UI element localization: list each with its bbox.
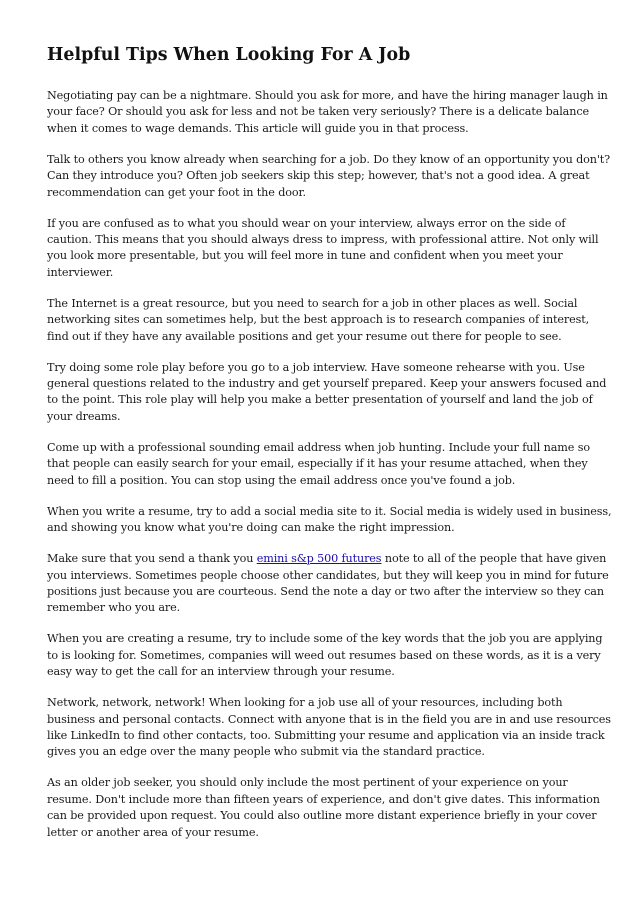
text-line: positions just because you are courteous. Send the note a day or two after the interview so they can	[47, 584, 604, 598]
paragraph-social-media	[47, 504, 612, 537]
text-line: and showing you know what you're doing can make the right impression.	[47, 521, 455, 535]
text-line: caution. This means that you should always dress to impress, with professional attire. Not only will	[47, 233, 599, 247]
text-line: letter or another area of your resume.	[47, 825, 259, 839]
paragraph-resume-keywords	[47, 631, 603, 680]
text-line: interviewer.	[47, 265, 114, 279]
text-segment: note to all of the people that have given	[381, 552, 607, 566]
text-line: easy way to get the call for an interview through your resume.	[47, 665, 395, 679]
paragraph-thank-you-note	[47, 551, 609, 617]
text-line: find out if they have any available positions and get your resume out there for people to see.	[47, 329, 562, 343]
text-line: your face? Or should you ask for less and not be taken very seriously? There is a delicate balance	[47, 105, 589, 119]
text-line: when it comes to wage demands. This article will guide you in that process.	[47, 121, 469, 135]
text-line: As an older job seeker, you should only include the most pertinent of your experience on your	[47, 776, 568, 790]
text-line: If you are confused as to what you should wear on your interview, always error on the side of	[47, 216, 566, 230]
paragraph-talk-to-others	[47, 152, 611, 201]
text-line: business and personal contacts. Connect with anyone that is in the field you are in and use resources	[47, 712, 611, 726]
document-page	[47, 44, 612, 856]
text-line: Network, network, network! When looking for a job use all of your resources, including both	[47, 696, 563, 710]
paragraph-interview-attire	[47, 216, 599, 282]
text-line: When you are creating a resume, try to include some of the key words that the job you are applying	[47, 632, 603, 646]
text-line: recommendation can get your foot in the door.	[47, 185, 306, 199]
text-line	[47, 551, 607, 567]
text-line: need to fill a position. You can stop using the email address once you've found a job.	[47, 473, 516, 487]
text-line: Talk to others you know already when searching for a job. Do they know of an opportunity you don't?	[47, 152, 611, 166]
paragraph-older-job-seeker	[47, 775, 600, 841]
text-line: Can they introduce you? Often job seekers skip this step; however, that's not a good idea. A great	[47, 169, 590, 183]
paragraph-negotiating-pay	[47, 88, 608, 137]
paragraph-network	[47, 695, 611, 761]
text-line: When you write a resume, try to add a social media site to it. Social media is widely used in business,	[47, 504, 612, 518]
futures-link[interactable]: emini s&p 500 futures	[256, 552, 382, 566]
text-line: resume. Don't include more than fifteen years of experience, and don't give dates. This information	[47, 792, 600, 806]
text-line: Negotiating pay can be a nightmare. Should you ask for more, and have the hiring manager laugh in	[47, 89, 608, 102]
text-line: remember who you are.	[47, 601, 181, 615]
text-line: Try doing some role play before you go to a job interview. Have someone rehearse with you. Use	[47, 360, 585, 374]
page-title: Helpful Tips When Looking For A Job	[47, 45, 411, 65]
text-line: can be provided upon request. You could also outline more distant experience briefly in your cover	[47, 809, 597, 823]
text-line: gives you an edge over the many people who submit via the standard practice.	[47, 745, 485, 759]
text-line: Come up with a professional sounding email address when job hunting. Include your full name so	[47, 440, 590, 454]
text-line: general questions related to the industry and get yourself prepared. Keep your answers focused and	[47, 377, 607, 391]
text-line: you interviews. Sometimes people choose other candidates, but they will keep you in mind for future	[47, 568, 609, 582]
paragraph-internet-resource	[47, 296, 595, 345]
text-line: you look more presentable, but you will feel more in tune and confident when you meet your	[47, 249, 563, 263]
text-line: to the point. This role play will help you make a better presentation of yourself and land the job of	[47, 393, 593, 407]
text-line: to is looking for. Sometimes, companies will weed out resumes based on these words, as it is a very	[47, 648, 601, 662]
text-line: networking sites can sometimes help, but the best approach is to research companies of interest,	[47, 313, 590, 327]
paragraph-email-address	[47, 440, 595, 489]
text-line: like LinkedIn to find other contacts, too. Submitting your resume and application via an inside track	[47, 728, 605, 742]
paragraph-role-play	[47, 360, 607, 426]
text-line: The Internet is a great resource, but you need to search for a job in other places as well. Social	[47, 296, 578, 310]
text-line: that people can easily search for your email, especially if it has your resume attached, when they	[47, 457, 588, 471]
text-line: your dreams.	[47, 409, 121, 423]
text-segment: Make sure that you send a thank you	[47, 552, 257, 566]
